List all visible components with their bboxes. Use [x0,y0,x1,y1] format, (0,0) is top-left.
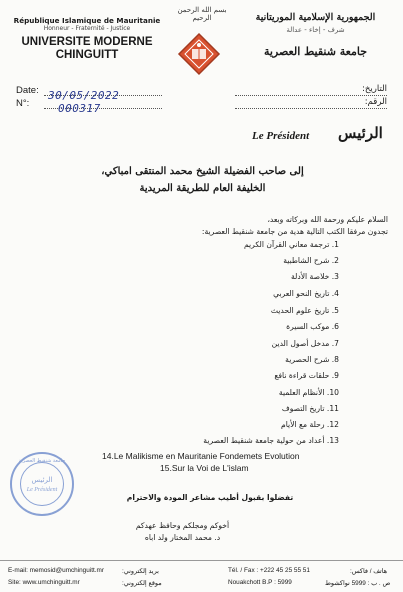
stamp-text-mid: الرئيس [31,476,53,484]
list-item: 3. خلاصة الأدلة [290,272,339,281]
list-item-fr: 15.Sur la Voi de L'islam [160,463,249,473]
date-label-fr: Date: [16,85,39,96]
list-item-fr: 14.Le Malikisme en Mauritanie Fondemets Evolution [102,451,300,461]
list-item: 11. تاريخ التصوف [281,404,339,413]
date-value: 30/05/2022 [48,89,120,102]
number-field-ar [235,97,387,109]
university-logo [177,32,221,76]
footer-divider [0,560,403,561]
title-ar: الرئيس [338,124,383,142]
title-fr: Le Président [252,130,310,142]
list-item: 10. الأنظام العلمية [278,388,339,397]
number-field [44,97,162,115]
official-stamp [10,452,74,516]
country-fr: République Islamique de Mauritanie [13,16,161,25]
number-label-fr: N°: [16,98,30,109]
list-item: 12. رحلة مع الأيام [281,420,339,429]
footer-address-ar: ص . ب : 5999 نواكشوط [325,580,391,587]
addressee-line1: إلى صاحب الفضيلة الشيخ محمد المنتقى امباكي، [101,166,304,177]
basmala: بسم الله الرحمن الرحيم [177,6,227,22]
list-item: 7. مدخل أصول الدين [271,339,339,348]
country-ar: الجمهورية الإسلامية الموريتانية [255,12,376,23]
closing: تفضلوا بقبول أطيب مشاعر المودة والاحترام [126,493,294,502]
footer-tel-ar: هاتف / فاكس: [350,568,388,575]
university-name-fr [12,36,162,62]
footer-web-ar: موقع إلكتروني: [122,580,162,587]
signature-line2: د. محمد المختار ولد اباه [144,533,221,542]
list-item: 2. شرح الشاطبية [283,256,339,265]
university-name-ar: جامعة شنقيط العصرية [263,45,368,58]
date-field [44,84,162,102]
list-item: 13. أعداد من حولية جامعة شنقيط العصرية [203,436,339,445]
number-value: 000317 [58,102,101,115]
motto-ar: شرف - إخاء - عدالة [286,26,345,34]
university-line1: UNIVERSITE MODERNE [21,36,153,48]
footer-web: Site: www.umchinguitt.mr [8,579,80,586]
footer-address: Nouakchott B.P : 5999 [228,579,292,586]
footer-tel: Tél. / Fax : +222 45 25 55 51 [228,567,310,574]
list-item: 8. شرح الحصرية [285,355,339,364]
footer-email-ar: بريد إلكتروني: [122,568,159,575]
university-line2: CHINGUITT [55,49,119,62]
number-label-ar: الرقم: [364,97,387,107]
list-item: 1. ترجمة معاني القرآن الكريم [244,240,339,249]
intro: تجدون مرفقا الكتب التالية هدية من جامعة شنقيط العصرية: [201,227,388,236]
addressee-line2: الخليفة العام للطريقة المريدية [139,183,266,194]
list-item: 4. تاريخ النحو العربي [273,289,339,298]
date-label-ar: التاريخ: [362,84,387,94]
date-field-ar [235,84,387,96]
list-item: 9. حلقات قراءة نافع [274,371,339,380]
list-item: 6. موكب السيرة [286,322,339,331]
list-item: 5. تاريخ علوم الحديث [270,306,339,315]
greeting: السلام عليكم ورحمة الله وبركاته وبعد، [267,215,388,224]
stamp-text-outer: جامعة شنقيط العصرية [18,458,66,464]
signature-line1: أخوكم ومجلكم وحافظ عهدكم [135,521,230,530]
stamp-inner-ring [20,462,64,506]
stamp-text-fr: Le Président [26,487,58,493]
footer-email: E-mail: memosid@umchinguitt.mr [8,567,104,574]
motto-fr: Honneur - Fraternité - Justice [43,25,131,32]
